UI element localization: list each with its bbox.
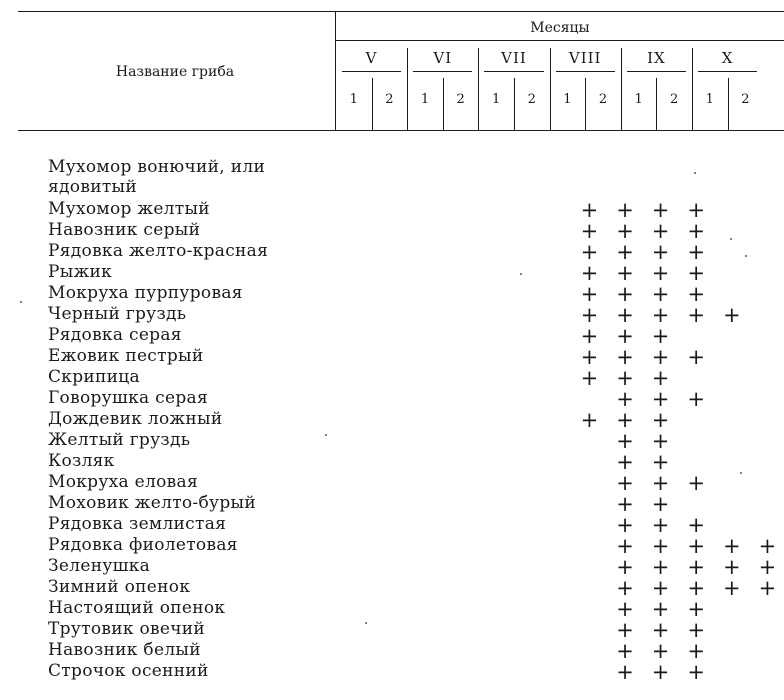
month-label: VII [501, 49, 527, 67]
header-top-rule [18, 11, 784, 12]
presence-mark: + [616, 282, 634, 306]
month-label-underline [698, 71, 757, 72]
presence-mark: + [651, 492, 670, 516]
presence-mark: + [758, 555, 777, 579]
presence-mark: + [651, 429, 670, 453]
presence-mark: + [616, 450, 634, 474]
month-label: V [365, 49, 378, 67]
month-label-underline [484, 71, 543, 72]
presence-mark: + [616, 240, 634, 264]
presence-mark: + [651, 450, 670, 474]
presence-mark: + [616, 219, 634, 243]
presence-mark: + [616, 261, 634, 285]
presence-mark: + [687, 513, 705, 537]
presence-mark: + [758, 534, 777, 558]
scan-speck [694, 172, 696, 174]
presence-mark: + [616, 597, 634, 621]
half-month-label: 1 [492, 92, 501, 107]
presence-mark: + [651, 387, 670, 411]
presence-mark: + [616, 345, 634, 369]
presence-mark: + [651, 534, 670, 558]
mushroom-name: Дождевик ложный [48, 409, 223, 429]
presence-mark: + [616, 408, 634, 432]
month-label-underline [556, 71, 615, 72]
presence-mark: + [580, 345, 599, 369]
presence-mark: + [687, 639, 705, 663]
name-column-header: Название гриба [115, 64, 235, 80]
month-label: IX [647, 49, 666, 67]
presence-mark: + [651, 366, 670, 390]
presence-mark: + [616, 534, 634, 558]
presence-mark: + [722, 303, 741, 327]
presence-mark: + [616, 387, 634, 411]
presence-mark: + [580, 261, 599, 285]
presence-mark: + [687, 576, 705, 600]
presence-mark: + [687, 471, 705, 495]
half-month-label: 2 [456, 92, 465, 107]
presence-mark: + [722, 576, 741, 600]
presence-mark: + [651, 618, 670, 642]
half-divider [585, 78, 586, 130]
half-divider [514, 78, 515, 130]
mushroom-name: Мокруха пурпуровая [48, 283, 243, 303]
mushroom-name: Рядовка фиолетовая [48, 535, 238, 555]
months-header: Месяцы [530, 20, 590, 36]
presence-mark: + [616, 324, 634, 348]
half-month-label: 2 [598, 92, 608, 107]
presence-mark: + [616, 555, 634, 579]
presence-mark: + [687, 282, 705, 306]
mushroom-name-continued: ядовитый [48, 177, 137, 197]
month-label-underline [413, 71, 472, 72]
presence-mark: + [580, 198, 599, 222]
mushroom-name: Рядовка желто-красная [48, 241, 269, 261]
half-divider [656, 78, 657, 130]
scan-speck [20, 301, 22, 303]
half-divider [443, 78, 444, 130]
presence-mark: + [722, 555, 741, 579]
mushroom-name: Говорушка серая [48, 388, 208, 408]
half-month-label: 2 [670, 92, 679, 107]
presence-mark: + [722, 534, 741, 558]
half-month-label: 1 [705, 92, 714, 107]
presence-mark: + [616, 576, 634, 600]
scan-speck [365, 622, 367, 624]
presence-mark: + [651, 324, 670, 348]
half-month-label: 2 [741, 92, 750, 107]
month-label: VIII [568, 49, 602, 67]
half-month-label: 1 [420, 92, 430, 107]
mushroom-name: Черный груздь [48, 304, 187, 324]
presence-mark: + [651, 198, 670, 222]
presence-mark: + [651, 639, 670, 663]
mushroom-name: Настоящий опенок [48, 598, 226, 618]
presence-mark: + [651, 576, 670, 600]
presence-mark: + [687, 660, 705, 684]
mushroom-name: Зеленушка [48, 556, 151, 576]
presence-mark: + [580, 408, 599, 432]
months-underline [336, 40, 784, 41]
presence-mark: + [651, 513, 670, 537]
header-bottom-rule [18, 130, 784, 131]
presence-mark: + [580, 219, 599, 243]
mushroom-name: Мокруха еловая [48, 472, 199, 492]
presence-mark: + [651, 408, 670, 432]
half-month-label: 2 [527, 92, 536, 107]
presence-mark: + [687, 534, 705, 558]
presence-mark: + [580, 240, 599, 264]
presence-mark: + [651, 303, 670, 327]
mushroom-name: Зимний опенок [48, 577, 191, 597]
presence-mark: + [580, 324, 599, 348]
month-label: VI [433, 49, 453, 67]
mushroom-name: Трутовик овечий [48, 619, 206, 639]
presence-mark: + [651, 345, 670, 369]
mushroom-name: Строчок осенний [48, 661, 209, 681]
presence-mark: + [687, 387, 705, 411]
presence-mark: + [616, 639, 634, 663]
half-divider [728, 78, 729, 130]
half-month-label: 1 [634, 92, 643, 107]
presence-mark: + [687, 240, 705, 264]
presence-mark: + [616, 513, 634, 537]
month-divider [478, 48, 479, 130]
presence-mark: + [687, 597, 705, 621]
month-divider [692, 48, 693, 130]
mushroom-name: Навозник серый [48, 220, 201, 240]
half-month-label: 1 [563, 92, 572, 107]
month-label-underline [342, 71, 401, 72]
presence-mark: + [651, 240, 670, 264]
presence-mark: + [687, 219, 705, 243]
scan-speck [745, 255, 747, 257]
presence-mark: + [651, 555, 670, 579]
half-divider [372, 78, 373, 130]
presence-mark: + [616, 471, 634, 495]
scan-speck [740, 472, 742, 474]
presence-mark: + [687, 618, 705, 642]
scan-speck [325, 434, 327, 436]
mushroom-name: Рядовка землистая [48, 514, 227, 534]
month-divider [407, 48, 408, 130]
half-month-label: 1 [349, 92, 358, 107]
scan-speck [520, 273, 522, 275]
month-label-underline [627, 71, 686, 72]
presence-mark: + [616, 660, 634, 684]
mushroom-name: Скрипица [48, 367, 140, 387]
presence-mark: + [687, 345, 705, 369]
presence-mark: + [687, 303, 705, 327]
mushroom-name: Мухомор вонючий, или [48, 157, 266, 177]
presence-mark: + [651, 660, 670, 684]
scan-speck [730, 238, 732, 240]
mushroom-name: Козляк [48, 451, 115, 471]
presence-mark: + [651, 597, 670, 621]
presence-mark: + [687, 198, 705, 222]
presence-mark: + [616, 429, 634, 453]
mushroom-name: Навозник белый [48, 640, 201, 660]
mushroom-name: Желтый груздь [48, 430, 191, 450]
presence-mark: + [651, 261, 670, 285]
mushroom-name: Мухомор желтый [48, 199, 210, 219]
presence-mark: + [651, 471, 670, 495]
presence-mark: + [687, 555, 705, 579]
presence-mark: + [616, 366, 634, 390]
presence-mark: + [616, 492, 634, 516]
mushroom-name: Моховик желто-бурый [48, 493, 256, 513]
presence-mark: + [651, 282, 670, 306]
month-divider [550, 48, 551, 130]
presence-mark: + [616, 303, 634, 327]
presence-mark: + [616, 198, 634, 222]
presence-mark: + [616, 618, 634, 642]
mushroom-name: Рыжик [48, 262, 113, 282]
presence-mark: + [651, 219, 670, 243]
presence-mark: + [580, 282, 599, 306]
presence-mark: + [687, 261, 705, 285]
presence-mark: + [758, 576, 777, 600]
mushroom-name: Рядовка серая [48, 325, 182, 345]
presence-mark: + [580, 303, 599, 327]
month-label: X [721, 49, 734, 67]
mushroom-name: Ежовик пестрый [48, 346, 204, 366]
month-divider [621, 48, 622, 130]
presence-mark: + [580, 366, 599, 390]
half-month-label: 2 [385, 92, 394, 107]
